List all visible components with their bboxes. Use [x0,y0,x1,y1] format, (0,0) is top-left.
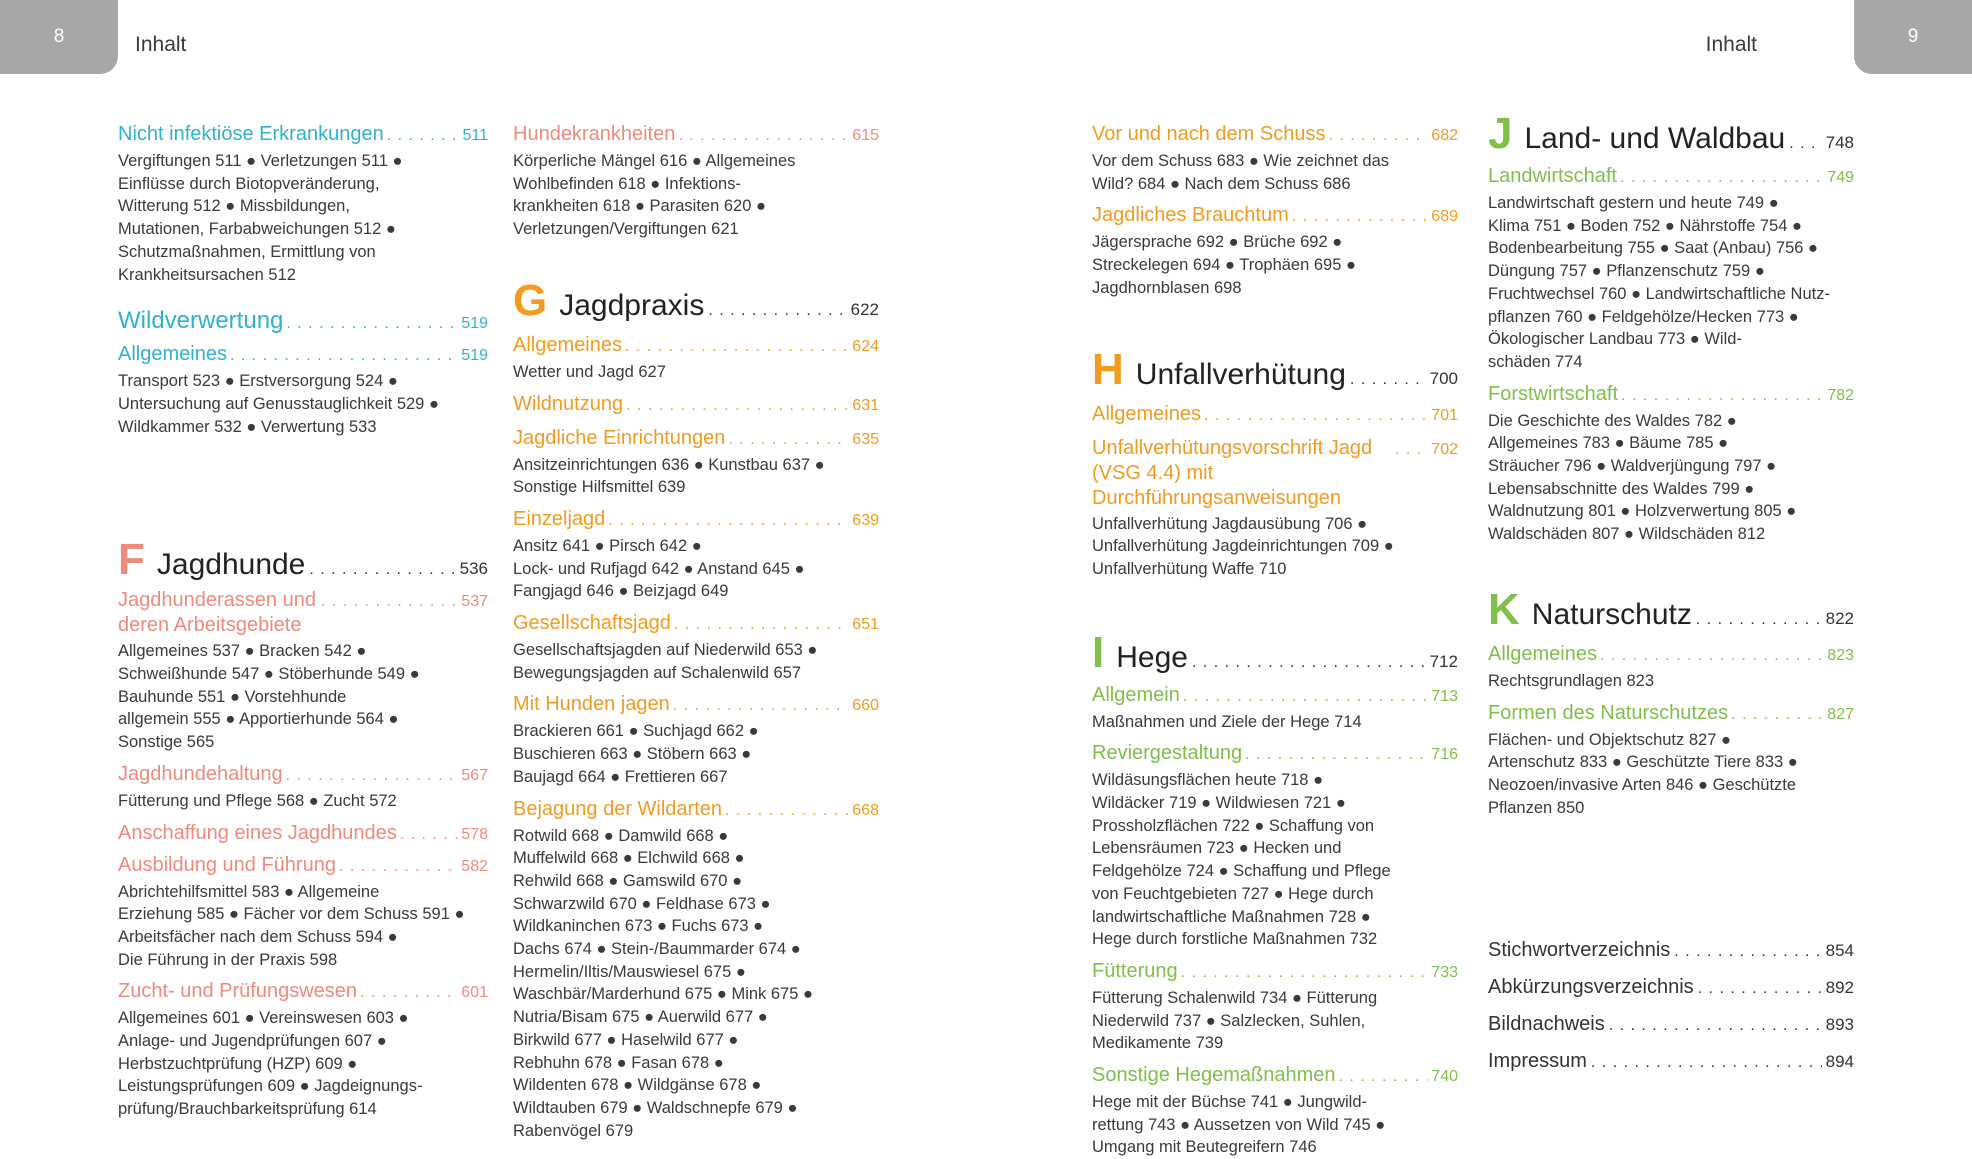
toc-subentry-line: Hege durch forstliche Maßnahmen 732 [1092,930,1378,949]
toc-subentry-line: Sonstige Hilfsmittel 639 [513,478,686,497]
toc-subentries [513,639,879,684]
toc-subentry-line: Dachs 674 ● Stein-/Baummarder 674 ● [513,940,801,959]
toc-subentry-line: Wohlbefinden 618 ● Infektions- [513,174,741,193]
toc-subentry-line: Lebensabschnitte des Waldes 799 ● [1488,479,1755,498]
toc-subentries [1092,513,1458,581]
toc-subentry-line: Die Führung in der Praxis 598 [118,950,338,969]
toc-entry[interactable]: Jagdhundehaltung . . . 567 [118,762,488,788]
toc-subentry-line: Einflüsse durch Biotopveränderung, [118,174,380,193]
toc-entry[interactable]: Wildnutzung . . . 631 [513,392,879,418]
toc-subentry-line: Allgemeines 601 ● Vereinswesen 603 ● [118,1009,409,1028]
toc-subentry-line: Sonstige 565 [118,733,215,752]
toc-subentry-line: Verletzungen/Vergiftungen 621 [513,220,739,239]
toc-subentry-line: Hermelin/Iltis/Mauswiesel 675 ● [513,962,746,981]
toc-subentries [118,640,488,754]
chapter-heading-h[interactable] [1092,344,1458,394]
toc-subentry-line: Hege mit der Büchse 741 ● Jungwild- [1092,1093,1368,1112]
toc-subentry-line: Krankheitsursachen 512 [118,265,296,284]
toc-subentry-line: Düngung 757 ● Pflanzenschutz 759 ● [1488,262,1765,281]
toc-subentry-line: Baujagd 664 ● Frettieren 667 [513,767,728,786]
toc-subentry-line: Abrichtehilfsmittel 583 ● Allgemeine [118,882,380,901]
chapter-title: Hege [1116,640,1188,674]
toc-subentry-line: Unfallverhütung Jagdeinrichtungen 709 ● [1092,537,1394,556]
chapter-page: 536 [459,559,488,579]
toc-subentry-line: Schutzmaßnahmen, Ermittlung von [118,242,376,261]
toc-subentry-line: Gesellschaftsjagden auf Niederwild 653 ● [513,641,818,660]
toc-subentry-line: Allgemeines 783 ● Bäume 785 ● [1488,434,1729,453]
toc-subentry-line: Bewegungsjagden auf Schalenwild 657 [513,663,802,682]
chapter-letter: G [513,275,548,325]
toc-subentry-line: Pflanzen 850 [1488,798,1585,817]
toc-subentry-line: Vor dem Schuss 683 ● Wie zeichnet das [1092,152,1390,170]
toc-subentry-line: Niederwild 737 ● Salzlecken, Suhlen, [1092,1011,1366,1030]
chapter-letter: H [1092,344,1124,394]
toc-subentry-line: Medikamente 739 [1092,1034,1224,1053]
toc-subentries [118,370,488,438]
toc-subentry-line: Ansitz 641 ● Pirsch 642 ● [513,536,702,555]
toc-subentries [1092,231,1458,299]
chapter-letter: J [1488,109,1513,158]
toc-column-2 [513,118,879,1142]
toc-subentries [118,790,488,813]
toc-subentry-line: Ökologischer Landbau 773 ● Wild- [1488,330,1742,349]
toc-entry[interactable]: Jagdliches Brauchtum . . . 689 [1092,203,1458,229]
toc-subentry-line: Sträucher 796 ● Waldverjüngung 797 ● [1488,457,1777,476]
toc-entry[interactable]: Ausbildung und Führung . . . 582 [118,853,488,879]
chapter-page: 748 [1825,133,1854,152]
page-number-right: 9 [1907,26,1919,47]
toc-subentry-line: Die Geschichte des Waldes 782 ● [1488,411,1737,430]
toc-subentry-line: Wildkaninchen 673 ● Fuchs 673 ● [513,917,764,936]
toc-subentries [1092,769,1458,951]
chapter-title: Jagdhunde [156,548,306,582]
toc-subentry-line: Wetter und Jagd 627 [513,362,666,381]
toc-subentry-line: Prossholzflächen 722 ● Schaffung von [1092,816,1375,835]
toc-subentries [513,720,879,788]
toc-entry[interactable]: Vor und nach dem Schuss . . . 682 [1092,122,1458,148]
toc-subentry-line: Rotwild 668 ● Damwild 668 ● [513,826,729,845]
toc-subentries [118,881,488,972]
toc-entry[interactable]: Sonstige Hegemaßnahmen . . . 740 [1092,1063,1458,1089]
toc-entry[interactable]: Jagdliche Einrichtungen . . . 635 [513,426,879,452]
toc-entry[interactable]: Jagdhunderassen und deren Arbeitsgebiete . . . 537 [118,588,488,638]
toc-subentry-line: pflanzen 760 ● Feldgehölze/Hecken 773 ● [1488,307,1799,326]
toc-entry[interactable]: Reviergestaltung . . . 716 [1092,741,1458,767]
chapter-page: 822 [1825,608,1854,628]
chapter-title: Naturschutz [1531,597,1692,631]
toc-column-3 [1092,118,1458,1159]
chapter-heading-f[interactable] [118,535,488,585]
toc-entry[interactable]: Bejagung der Wildarten . . . 668 [513,797,879,823]
chapter-page: 712 [1429,651,1458,671]
toc-entry[interactable]: Allgemeines . . . 701 [1092,402,1458,428]
toc-subentry-line: Ansitzeinrichtungen 636 ● Kunstbau 637 ● [513,455,825,474]
toc-subentry-line: Fangjagd 646 ● Beizjagd 649 [513,582,729,601]
back-matter-list [1488,939,1854,1073]
toc-subentry-line: Schweißhunde 547 ● Stöberhunde 549 ● [118,665,420,684]
toc-subentry-line: krankheiten 618 ● Parasiten 620 ● [513,197,766,216]
toc-subentry-line: prüfung/Brauchbarkeitsprüfung 614 [118,1100,377,1119]
toc-subentry-line: Waldschäden 807 ● Wildschäden 812 [1488,525,1766,544]
toc-entry[interactable]: Zucht- und Prüfungswesen . . . 601 [118,979,488,1005]
toc-subentries [513,150,879,241]
toc-subentries [1092,150,1458,195]
toc-subentry-line: Herbstzuchtprüfung (HZP) 609 ● [118,1054,358,1073]
back-matter-entry[interactable]: Stichwortverzeichnis . . . 854 [1488,939,1854,962]
toc-subentry-line: Neozoen/invasive Arten 846 ● Geschützte [1488,775,1797,794]
toc-subentry-line: landwirtschaftliche Maßnahmen 728 ● [1092,907,1371,926]
toc-subentry-line: Lebensräumen 723 ● Hecken und [1092,839,1342,858]
page-number-left-tab [0,0,118,74]
toc-subentry-line: Rebhuhn 678 ● Fasan 678 ● [513,1053,724,1072]
chapter-heading-g[interactable] [513,275,879,325]
toc-entry[interactable]: Fütterung . . . 733 [1092,959,1458,985]
toc-entry[interactable]: Formen des Naturschutzes . . . 827 [1488,701,1854,727]
toc-subentry-line: Unfallverhütung Waffe 710 [1092,559,1287,578]
toc-subentry-line: Unfallverhütung Jagdausübung 706 ● [1092,514,1368,533]
toc-subentry-line: von Feuchtgebieten 727 ● Hege durch [1092,884,1374,903]
toc-subentry-line: Wildäcker 719 ● Wildwiesen 721 ● [1092,794,1346,813]
toc-subentry-line: Vergiftungen 511 ● Verletzungen 511 ● [118,152,403,170]
toc-subentry-line: Allgemeines 537 ● Bracken 542 ● [118,642,367,661]
toc-entry[interactable]: Gesellschaftsjagd . . . 651 [513,611,879,637]
toc-entry[interactable]: Allgemeines . . . 519 [118,342,488,368]
toc-entry[interactable]: Mit Hunden jagen . . . 660 [513,692,879,718]
toc-subentry-line: Fruchtwechsel 760 ● Landwirtschaftliche Nutz- [1488,284,1830,303]
toc-section-heading[interactable]: Wildverwertung . . . 519 [118,308,488,336]
toc-entry[interactable]: Allgemeines . . . 624 [513,333,879,359]
toc-subentry-line: Wildtauben 679 ● Waldschnepfe 679 ● [513,1098,798,1117]
chapter-letter: I [1092,627,1105,677]
toc-subentry-line: Rechtsgrundlagen 823 [1488,671,1655,690]
toc-subentry-line: Körperliche Mängel 616 ● Allgemeines [513,152,796,170]
toc-subentry-line: Buschieren 663 ● Stöbern 663 ● [513,745,752,764]
toc-subentry-line: Schwarzwild 670 ● Feldhase 673 ● [513,894,771,913]
toc-entry[interactable]: Unfallverhütungsvorschrift Jagd (VSG 4.4) mit Durchführungsanweisungen . . . 702 [1092,436,1458,511]
toc-subentry-line: Feldgehölze 724 ● Schaffung und Pflege [1092,862,1391,881]
toc-subentry-line: Flächen- und Objektschutz 827 ● [1488,730,1731,749]
toc-entry[interactable]: Anschaffung eines Jagdhundes . . . 578 [118,821,488,847]
back-matter-entry[interactable]: Impressum . . . 894 [1488,1050,1854,1073]
toc-subentry-line: Lock- und Rufjagd 642 ● Anstand 645 ● [513,559,805,578]
toc-entry[interactable]: Hundekrankheiten . . . 615 [513,122,879,148]
toc-subentry-line: Anlage- und Jugendprüfungen 607 ● [118,1032,387,1051]
chapter-heading-i[interactable] [1092,627,1458,677]
chapter-heading-j[interactable] [1488,109,1854,158]
toc-subentry-line: schäden 774 [1488,352,1583,371]
toc-subentry-line: Leistungsprüfungen 609 ● Jagdeignungs- [118,1077,423,1096]
toc-subentry-line: Muffelwild 668 ● Elchwild 668 ● [513,849,745,868]
toc-subentry-line: Nutria/Bisam 675 ● Auerwild 677 ● [513,1008,768,1027]
toc-subentries [513,535,879,603]
chapter-title: Jagdpraxis [559,288,705,322]
running-title-left: Inhalt [135,33,187,56]
page-number-left: 8 [53,26,65,47]
toc-subentry-line: Wildäsungsflächen heute 718 ● [1092,771,1324,790]
toc-subentry-line: Artenschutz 833 ● Geschützte Tiere 833 ● [1488,753,1798,772]
toc-subentry-line: Wildenten 678 ● Wildgänse 678 ● [513,1076,762,1095]
back-matter-entry[interactable]: Bildnachweis . . . 893 [1488,1013,1854,1036]
chapter-heading-k[interactable] [1488,584,1854,634]
toc-subentries [1092,1091,1458,1159]
toc-subentries [513,454,879,499]
toc-subentry-line: rettung 743 ● Aussetzen von Wild 745 ● [1092,1115,1386,1134]
toc-subentries [1092,987,1458,1055]
toc-entry[interactable]: Allgemein . . . 713 [1092,683,1458,709]
toc-subentries [1488,192,1854,374]
toc-column-1 [118,118,488,1121]
toc-entry[interactable]: Landwirtschaft . . . 749 [1488,164,1854,190]
toc-subentry-line: Landwirtschaft gestern und heute 749 ● [1488,194,1779,212]
toc-subentry-line: Untersuchung auf Genusstauglichkeit 529 ● [118,394,439,413]
toc-entry[interactable]: Einzeljagd . . . 639 [513,507,879,533]
back-matter-entry[interactable]: Abkürzungsverzeichnis . . . 892 [1488,976,1854,999]
toc-subentry-line: Umgang mit Beutegreifern 746 [1092,1138,1317,1157]
toc-subentry-line: Erziehung 585 ● Fächer vor dem Schuss 591 ● [118,905,465,924]
toc-subentry-line: Waschbär/Marderhund 675 ● Mink 675 ● [513,985,813,1004]
toc-subentry-line: Witterung 512 ● Missbildungen, [118,197,350,216]
toc-subentry-line: Fütterung Schalenwild 734 ● Fütterung [1092,988,1378,1007]
chapter-title: Land- und Waldbau [1524,122,1786,155]
toc-subentry-line: Transport 523 ● Erstversorgung 524 ● [118,372,398,391]
toc-subentry-line: Brackieren 661 ● Suchjagd 662 ● [513,722,759,741]
toc-column-4 [1488,109,1854,1073]
page-number-right-tab [1854,0,1972,74]
toc-subentries [513,361,879,384]
toc-subentry-line: Fütterung und Pflege 568 ● Zucht 572 [118,791,397,810]
toc-subentry-line: Rabenvögel 679 [513,1121,634,1140]
toc-subentry-line: Rehwild 668 ● Gamswild 670 ● [513,871,743,890]
toc-subentries [1488,410,1854,546]
toc-subentry-line: Bauhunde 551 ● Vorstehhunde [118,687,347,706]
toc-subentry-line: Klima 751 ● Boden 752 ● Nährstoffe 754 ● [1488,216,1802,235]
toc-subentries [1092,711,1458,734]
chapter-letter: K [1488,584,1520,634]
toc-subentry-line: allgemein 555 ● Apportierhunde 564 ● [118,710,399,729]
running-title-right: Inhalt [1705,33,1757,56]
toc-subentries [1488,729,1854,820]
toc-subentry-line: Wild? 684 ● Nach dem Schuss 686 [1092,174,1351,193]
toc-subentries [513,825,879,1143]
toc-subentry-line: Streckelegen 694 ● Trophäen 695 ● [1092,256,1356,275]
toc-subentries [118,1007,488,1121]
toc-subentry-line: Jagdhornblasen 698 [1092,278,1242,297]
toc-subentry-line: Maßnahmen und Ziele der Hege 714 [1092,712,1362,731]
toc-subentry-line: Wildkammer 532 ● Verwertung 533 [118,417,377,436]
chapter-page: 622 [850,299,879,319]
toc-subentry-line: Waldnutzung 801 ● Holzverwertung 805 ● [1488,502,1797,521]
toc-subentry-line: Mutationen, Farbabweichungen 512 ● [118,220,396,239]
chapter-title: Unfallverhütung [1135,357,1346,391]
toc-subentry-line: Jägersprache 692 ● Brüche 692 ● [1092,233,1343,252]
chapter-letter: F [118,535,145,585]
toc-subentry-line: Birkwild 677 ● Haselwild 677 ● [513,1030,739,1049]
chapter-page: 700 [1429,368,1458,388]
toc-subentries [118,150,488,286]
toc-entry[interactable]: Forstwirtschaft . . . 782 [1488,382,1854,408]
toc-subentry-line: Bodenbearbeitung 755 ● Saat (Anbau) 756 ● [1488,239,1819,258]
toc-subentry-line: Arbeitsfächer nach dem Schuss 594 ● [118,927,398,946]
toc-subentries [1488,670,1854,693]
toc-entry[interactable]: Nicht infektiöse Erkrankungen . . . 511 [118,122,488,148]
toc-entry[interactable]: Allgemeines . . . 823 [1488,642,1854,668]
